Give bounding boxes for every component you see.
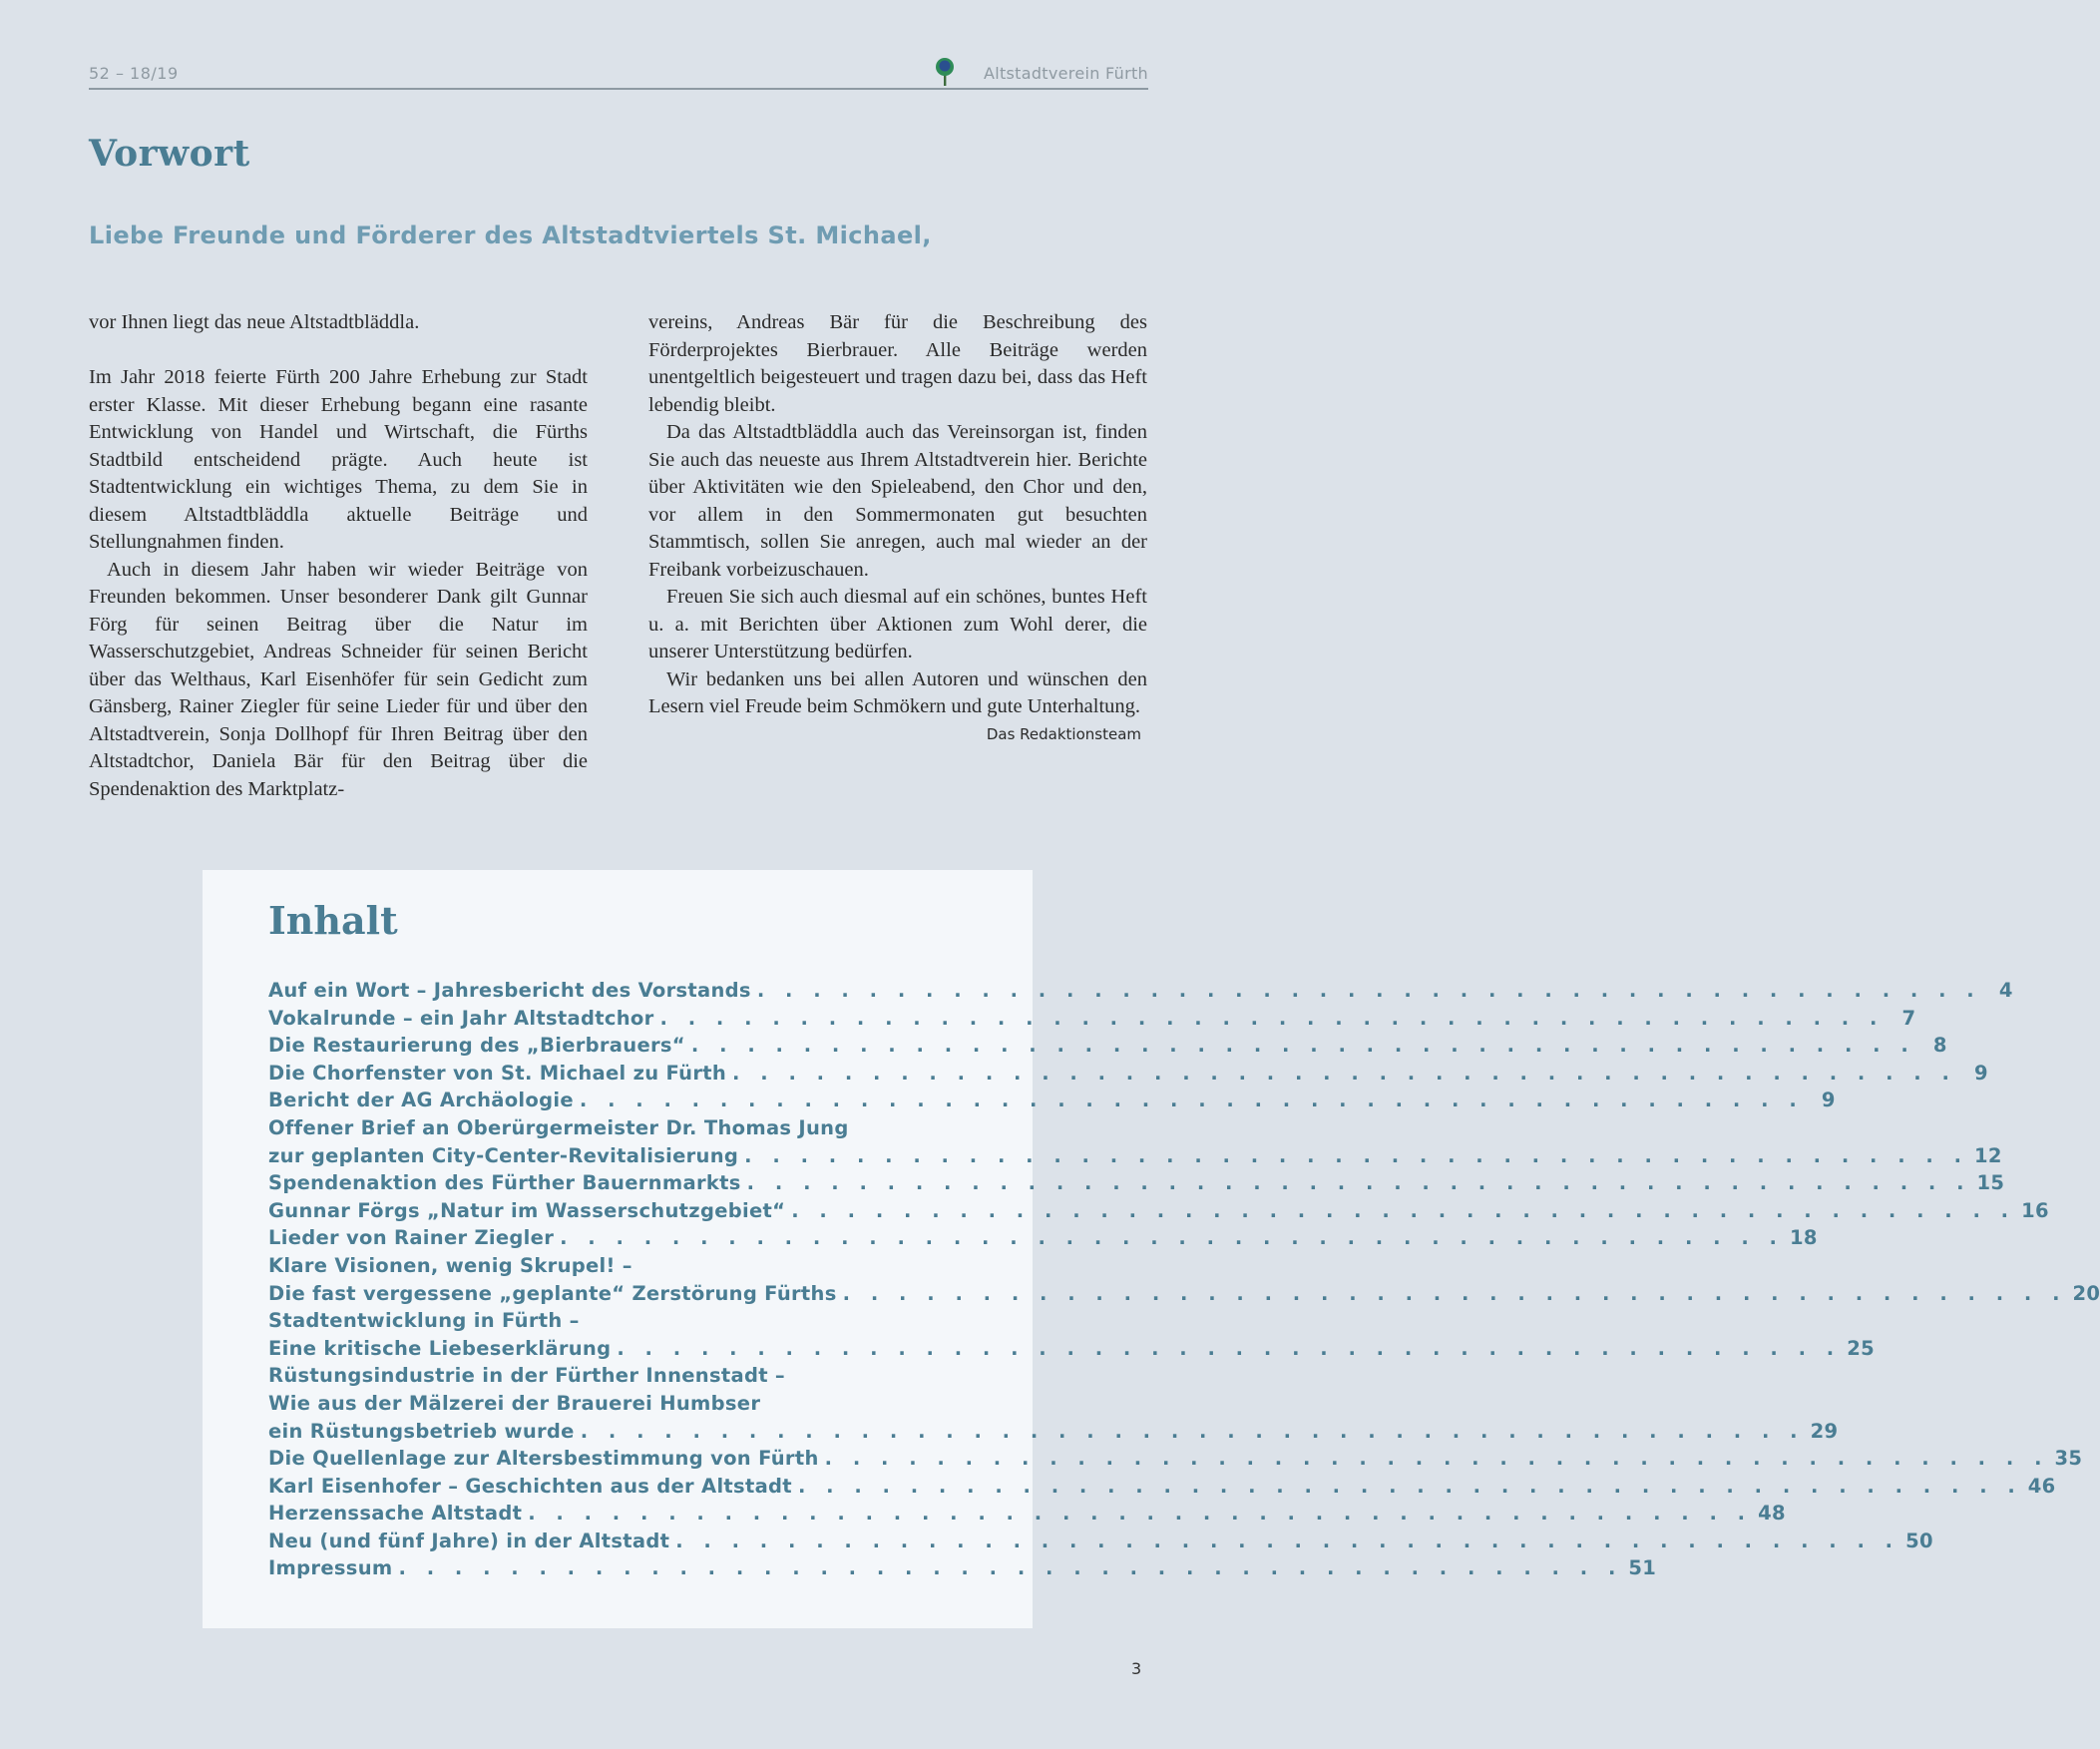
toc-entry-line: [268, 1114, 965, 1142]
toc-leader-dots: . . . . . . . . . . . . . . . . . . . . . . . . . . . . . . . . . . . . . . . . . . . .: [842, 1281, 2067, 1305]
paragraph: Wir bedanken uns bei allen Autoren und wünschen den Lesern viel Freude beim Schmökern und gute Unterhaltung.: [648, 667, 1147, 717]
toc-entry[interactable]: [268, 1473, 2056, 1501]
toc-page-number: 12: [1974, 1143, 2002, 1167]
toc-entry-title: Stadtentwicklung in Fürth –: [268, 1309, 580, 1333]
toc-entry-title: Auf ein Wort – Jahresbericht des Vorstands: [268, 979, 751, 1002]
toc-entry-title: Die Restaurierung des „Bierbrauers“: [268, 1034, 685, 1058]
toc-entry[interactable]: [268, 1005, 1916, 1033]
paragraph: Da das Altstadtbläddla auch das Vereinsorgan ist, finden Sie auch das neueste aus Ihrem Altstadtverein hier. Berichte über Aktivitäten wie den Spieleabend, den Chor und den, vor allem in den Sommermonaten gut besuchten Stammtisch, sollen Sie anregen, auch mal wieder an der Freibank vorbeizuschauen.: [648, 421, 1147, 581]
toc-page-number: 25: [1847, 1336, 1875, 1360]
tree-logo-icon: [933, 57, 957, 87]
toc-entry[interactable]: [268, 1554, 1657, 1582]
toc-entry-line: [268, 1197, 2049, 1225]
toc-page-number: 9: [1821, 1089, 1836, 1112]
toc-leader-dots: . . . . . . . . . . . . . . . . . . . . . . . . . . . . . . . . . . . . . . . . . . . .: [791, 1198, 2016, 1222]
toc-entry-line: [268, 1418, 1839, 1446]
toc-page-number: 15: [1976, 1171, 2005, 1195]
toc-leader-dots: . . . . . . . . . . . . . . . . . . . . . . . . . . . . . . . . . . . . . . . . . . . .: [732, 1061, 1956, 1085]
toc-entry-line: [268, 1252, 965, 1280]
paragraph: vor Ihnen liegt das neue Altstadtbläddla.: [89, 311, 420, 333]
toc-entry-title: Offener Brief an Oberürgermeister Dr. Thomas Jung: [268, 1115, 849, 1139]
issue-number: 52 – 18/19: [89, 64, 179, 83]
table-of-contents: [203, 870, 2100, 1628]
toc-entry-title: Gunnar Förgs „Natur im Wasserschutzgebiet“: [268, 1198, 786, 1222]
toc-entry-line: [268, 1445, 2083, 1473]
toc-leader-dots: . . . . . . . . . . . . . . . . . . . . . . . . . . . . . . . . . . . . . . . . . . . .: [398, 1556, 1623, 1580]
toc-entry[interactable]: [268, 1032, 1947, 1060]
toc-entry-line: [268, 1005, 1916, 1033]
toc-entry-title: Karl Eisenhofer – Geschichten aus der Altstadt: [268, 1474, 792, 1498]
paragraph: Auch in diesem Jahr haben wir wieder Beiträge von Freunden bekommen. Unser besonderer Dank gilt Gunnar Förg für seinen Beitrag über die Natur im Wasserschutzgebiet, Andreas Schneider für seinen Bericht über das Welthaus, Karl Eisenhöfer für sein Gedicht zum Gänsberg, Rainer Ziegler für seine Lieder für und über den Altstadtverein, Sonja Dollhopf für Ihren Beitrag über den Altstadtchor, Daniela Bär für den Beitrag über die Spendenaktion des Marktplatz-: [89, 558, 588, 800]
toc-entry-line: [268, 1307, 965, 1335]
toc-page-number: 50: [1905, 1529, 1933, 1552]
toc-entry-line: [268, 1335, 1875, 1363]
toc-entry-line: [268, 1224, 1818, 1252]
toc-entry[interactable]: [268, 1528, 1933, 1555]
toc-entry-title: Eine kritische Liebeserklärung: [268, 1336, 612, 1360]
toc-page-number: 16: [2021, 1198, 2049, 1222]
toc-entry[interactable]: [268, 1445, 2083, 1473]
toc-entry-line: [268, 1142, 2002, 1170]
toc-entry[interactable]: [268, 977, 2013, 1005]
toc-leader-dots: . . . . . . . . . . . . . . . . . . . . . . . . . . . . . . . . . . . . . . . . . . . .: [560, 1226, 1784, 1250]
toc-entry-title: Die Quellenlage zur Altersbestimmung von Fürth: [268, 1447, 819, 1471]
toc-entry[interactable]: [268, 1252, 2100, 1307]
toc-entry-line: [268, 1169, 2005, 1197]
paragraph: Freuen Sie sich auch diesmal auf ein schönes, buntes Heft u. a. mit Berichten über Aktionen zum Wohl derer, die unserer Unterstützung bedürfen.: [648, 586, 1147, 662]
toc-leader-dots: . . . . . . . . . . . . . . . . . . . . . . . . . . . . . . . . . . . . . . . . . . . .: [756, 979, 1981, 1002]
toc-entry-title: Die fast vergessene „geplante“ Zerstörung Fürths: [268, 1281, 837, 1305]
toc-entry-line: [268, 1060, 1988, 1088]
toc-entry-line: [268, 977, 2013, 1005]
toc-page-number: 29: [1810, 1419, 1839, 1443]
toc-entry-title: Bericht der AG Archäologie: [268, 1089, 574, 1112]
toc-entry-title: Klare Visionen, wenig Skrupel! –: [268, 1253, 632, 1277]
toc-page-number: 18: [1789, 1226, 1818, 1250]
toc-entry[interactable]: [268, 1169, 2005, 1197]
toc-entry-title: Neu (und fünf Jahre) in der Altstadt: [268, 1529, 670, 1552]
toc-leader-dots: . . . . . . . . . . . . . . . . . . . . . . . . . . . . . . . . . . . . . . . . . . . .: [744, 1143, 1969, 1167]
left-column: [89, 309, 588, 803]
toc-leader-dots: . . . . . . . . . . . . . . . . . . . . . . . . . . . . . . . . . . . . . . . . . . . .: [690, 1034, 1915, 1058]
toc-entry-line: [268, 1473, 2056, 1501]
toc-page-number: 9: [1974, 1061, 1988, 1085]
toc-entry-line: [268, 1554, 1657, 1582]
toc-entry-line: [268, 1087, 1836, 1114]
toc-entry[interactable]: [268, 1362, 1839, 1445]
toc-leader-dots: . . . . . . . . . . . . . . . . . . . . . . . . . . . . . . . . . . . . . . . . . . . .: [746, 1171, 1971, 1195]
toc-entry-title: Herzenssache Altstadt: [268, 1502, 523, 1526]
page-title: Vorwort: [89, 133, 250, 175]
toc-leader-dots: . . . . . . . . . . . . . . . . . . . . . . . . . . . . . . . . . . . . . . . . . . . .: [580, 1419, 1805, 1443]
toc-entry-title: Die Chorfenster von St. Michael zu Fürth: [268, 1061, 727, 1085]
toc-entry-title: Rüstungsindustrie in der Fürther Innenstadt –: [268, 1364, 785, 1388]
toc-page-number: 4: [1998, 979, 2013, 1002]
toc-entry[interactable]: [268, 1114, 2002, 1169]
toc-entry-title: Lieder von Rainer Ziegler: [268, 1226, 555, 1250]
toc-entry-title: Impressum: [268, 1556, 393, 1580]
toc-leader-dots: . . . . . . . . . . . . . . . . . . . . . . . . . . . . . . . . . . . . . . . . . . . .: [824, 1447, 2049, 1471]
toc-entry-line: [268, 1528, 1933, 1555]
toc-entry[interactable]: [268, 1197, 2049, 1225]
toc-entry-line: [268, 1280, 2100, 1308]
toc-list: [268, 977, 2100, 1582]
toc-entry-line: [268, 1390, 965, 1418]
toc-page-number: 35: [2054, 1447, 2083, 1471]
toc-entry-line: [268, 1362, 965, 1390]
toc-entry[interactable]: [268, 1060, 1988, 1088]
toc-page-number: 20: [2072, 1281, 2100, 1305]
toc-entry-title: ein Rüstungsbetrieb wurde: [268, 1419, 575, 1443]
publisher-name: Altstadtverein Fürth: [983, 64, 1148, 83]
toc-leader-dots: . . . . . . . . . . . . . . . . . . . . . . . . . . . . . . . . . . . . . . . . . . . .: [797, 1474, 2022, 1498]
toc-entry-title: Vokalrunde – ein Jahr Altstadtchor: [268, 1006, 654, 1030]
toc-page-number: 7: [1901, 1006, 1916, 1030]
page-number: 3: [1131, 1659, 1142, 1678]
toc-leader-dots: . . . . . . . . . . . . . . . . . . . . . . . . . . . . . . . . . . . . . . . . . . . .: [659, 1006, 1885, 1030]
toc-entry-title: Wie aus der Mälzerei der Brauerei Humbser: [268, 1391, 761, 1415]
toc-page-number: 51: [1628, 1556, 1657, 1580]
paragraph: vereins, Andreas Bär für die Beschreibung des Förderprojektes Bierbrauer. Alle Beiträge werden unentgeltlich beigesteuert und tragen dazu bei, dass das Heft lebendig bleibt.: [648, 311, 1147, 416]
toc-entry[interactable]: [268, 1087, 1836, 1114]
signature: Das Redaktionsteam: [986, 724, 1141, 743]
right-column: [648, 309, 1147, 745]
toc-leader-dots: . . . . . . . . . . . . . . . . . . . . . . . . . . . . . . . . . . . . . . . . . . . .: [528, 1502, 1753, 1526]
toc-entry-title: Spendenaktion des Fürther Bauernmarkts: [268, 1171, 741, 1195]
toc-leader-dots: . . . . . . . . . . . . . . . . . . . . . . . . . . . . . . . . . . . . . . . . . . . .: [617, 1336, 1842, 1360]
toc-entry[interactable]: [268, 1307, 1875, 1362]
salutation: Liebe Freunde und Förderer des Altstadtviertels St. Michael,: [89, 221, 932, 249]
toc-page-number: 48: [1758, 1502, 1786, 1526]
toc-title: Inhalt: [268, 898, 398, 943]
paragraph: Im Jahr 2018 feierte Fürth 200 Jahre Erhebung zur Stadt erster Klasse. Mit dieser Erhebung begann eine rasante Entwicklung von Handel und Wirtschaft, die Fürths Stadtbild entscheidend prägte. Auch heute ist Stadtentwicklung ein wichtiges Thema, zu dem Sie in diesem Altstadtbläddla aktuelle Beiträge und Stellungnahmen finden.: [89, 366, 588, 553]
toc-page-number: 46: [2027, 1474, 2056, 1498]
toc-leader-dots: . . . . . . . . . . . . . . . . . . . . . . . . . . . . . . . . . . . . . . . . . . . .: [579, 1089, 1804, 1112]
toc-page-number: 8: [1932, 1034, 1947, 1058]
toc-entry[interactable]: [268, 1500, 1786, 1528]
toc-entry-title: zur geplanten City-Center-Revitalisierung: [268, 1143, 739, 1167]
toc-entry[interactable]: [268, 1224, 1818, 1252]
page-header: [89, 60, 1148, 90]
toc-entry-line: [268, 1032, 1947, 1060]
toc-leader-dots: . . . . . . . . . . . . . . . . . . . . . . . . . . . . . . . . . . . . . . . . . . . .: [675, 1529, 1900, 1552]
toc-entry-line: [268, 1500, 1786, 1528]
